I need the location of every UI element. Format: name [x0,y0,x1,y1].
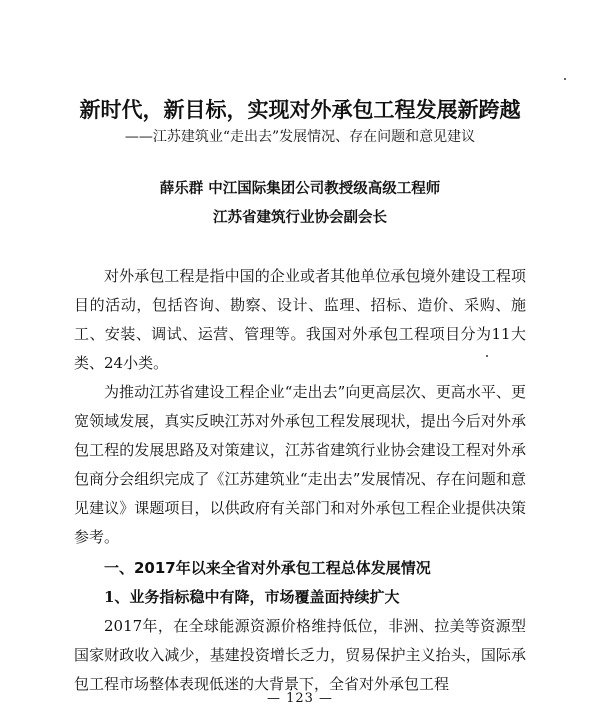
intro-paragraph: 对外承包工程是指中国的企业或者其他单位承包境外建设工程项目的活动，包括咨询、勘察、设计、监理、招标、造价、采购、施工、安装、调试、运营、管理等。我国对外承包工程项目分为11大类、24小类。 [74,267,526,372]
scan-artifact-dot [564,78,566,80]
purpose-paragraph: 为推动江苏省建设工程企业“走出去”向更高层次、更高水平、更宽领域发展，真实反映江苏对外承包工程发展现状，提出今后对外承包工程的发展思路及对策建议，江苏省建筑行业协会建设工程对外承包商分会组织完成了《江苏建筑业“走出去”发展情况、存在问题和意见建议》课题项目，以供政府有关部门和对外承包工程企业提供决策参考。 [74,383,526,546]
document-subtitle: ——江苏建筑业“走出去”发展情况、存在问题和意见建议 [124,129,476,145]
author-block [74,174,526,232]
section-paragraph: 2017年，在全球能源资源价格维持低位，非洲、拉美等资源型国家财政收入减少，基建投资增长乏力，贸易保护主义抬头，国际承包工程市场整体表现低迷的大背景下，全省对外承包工程 [74,617,526,693]
section-heading: 一、2017年以来全省对外承包工程总体发展情况 [104,559,431,577]
author-name-affiliation: 薛乐群 中江国际集团公司教授级高级工程师 [159,180,441,197]
subsection-heading: 1、业务指标稳中有降，市场覆盖面持续扩大 [104,588,400,606]
document-body [74,262,526,699]
scan-artifact-dot [486,355,488,357]
document-title: 新时代，新目标，实现对外承包工程发展新跨越 [79,97,521,122]
author-position: 江苏省建筑行业协会副会长 [213,209,387,226]
page-number: — 123 — [266,691,334,706]
